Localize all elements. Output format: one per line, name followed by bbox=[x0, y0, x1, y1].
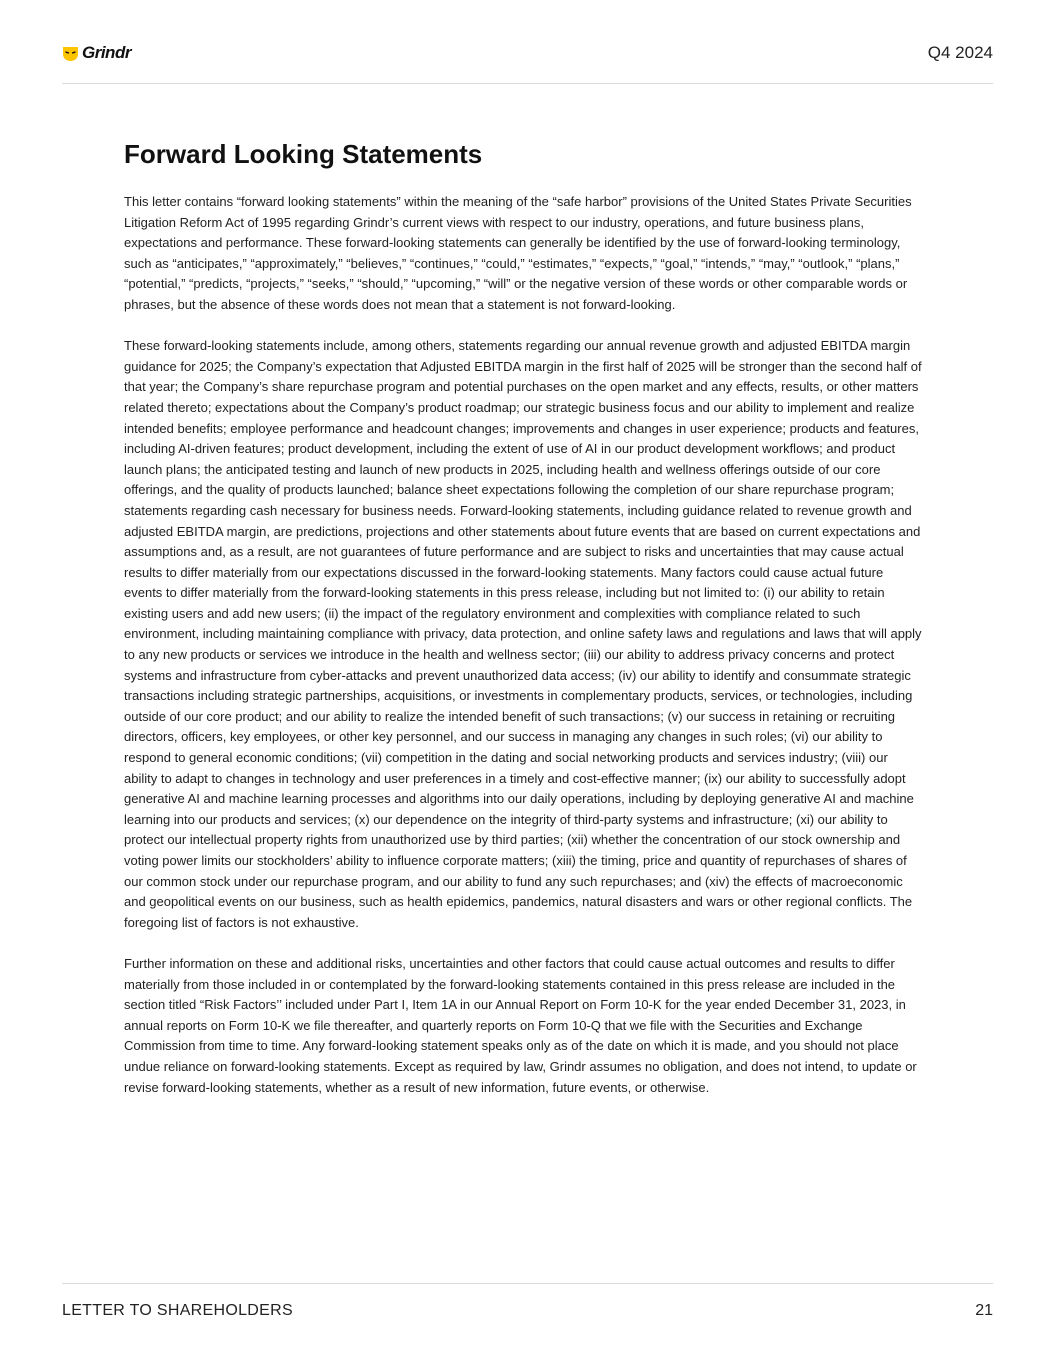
paragraph-intro: This letter contains “forward looking statements” within the meaning of the “safe harbor” provisions of the United States Private Securities Litigation Reform Act of 1995 regarding Grindr’s current views with respect to our industry, operations, and future business plans, expectations and performance. These forward-looking statements can generally be identified by the use of forward-looking terminology, such as “anticipates,” “approximately,” “believes,” “continues,” “could,” “estimates,” “expects,” “goal,” “intends,” “may,” “outlook,” “plans,” “potential,” “predicts, “projects,” “seeks,” “should,” “upcoming,” “will” or the negative version of these words or other comparable words or phrases, but the absence of these words does not mean that a statement is not forward-looking. bbox=[124, 194, 912, 312]
grindr-logo bbox=[62, 43, 131, 63]
footer-section-label: LETTER TO SHAREHOLDERS bbox=[62, 1302, 293, 1319]
page-footer bbox=[62, 1283, 993, 1334]
main-content bbox=[124, 136, 924, 1119]
quarter-label: Q4 2024 bbox=[927, 43, 993, 62]
page-title: Forward Looking Statements bbox=[124, 139, 483, 169]
logo-wordmark: Grindr bbox=[82, 43, 131, 62]
grindr-mask-icon bbox=[62, 45, 79, 62]
paragraph-further-information: Further information on these and additional risks, uncertainties and other factors that could cause actual outcomes and results to differ materially from those included in or contemplated by the forward-looking statements contained in this press release are included in the section titled “Risk Factors’’ included under Part I, Item 1A in our Annual Report on Form 10-K for the year ended December 31, 2023, in annual reports on Form 10-K we file thereafter, and quarterly reports on Form 10-Q that we file with the Securities and Exchange Commission from time to time. Any forward-looking statement speaks only as of the date on which it is made, and you should not place undue reliance on forward-looking statements. Except as required by law, Grindr assumes no obligation, and does not intend, to update or revise forward-looking statements, whether as a result of new information, future events, or otherwise. bbox=[124, 955, 917, 1095]
page-header bbox=[62, 40, 993, 84]
paragraph-risk-factors: These forward-looking statements include, among others, statements regarding our annual revenue growth and adjusted EBITDA margin guidance for 2025; the Company’s expectation that Adjusted EBITDA margin in the first half of 2025 will be stronger than the second half of that year; the Company’s share repurchase program and potential purchases on the open market and any effects, results, or other matters related thereto; expectations about the Company’s product roadmap; our strategic business focus and our ability to implement and realize intended benefits; employee performance and headcount changes; improvements and changes in user experience; products and features, including AI-driven features; product development, including the extent of use of AI in our product development workflows; and product launch plans; the anticipated testing and launch of new products in 2025, including health and wellness offerings outside of our core offerings, and the quality of products launched; balance sheet expectations following the completion of our share repurchase program; statements regarding cash necessary for business needs. Forward-looking statements, including guidance related to revenue growth and adjusted EBITDA margin, are predictions, projections and other statements about future events that are based on current expectations and assumptions and, as a result, are not guarantees of future performance and are subject to risks and uncertainties that may cause actual results to differ materially from our expectations discussed in the forward-looking statements. Many factors could cause actual future events to differ materially from the forward-looking statements in this press release, including but not limited to: (i) our ability to retain existing users and add new users; (ii) the impact of the regulatory environment and complexities with compliance related to such environment, including maintaining compliance with privacy, data protection, and online safety laws and regulations and laws that will apply to any new products or services we introduce in the health and wellness sector; (iii) our ability to address privacy concerns and protect systems and infrastructure from cyber-attacks and prevent unauthorized data access; (iv) our ability to identify and consummate strategic transactions including strategic partnerships, acquisitions, or investments in complementary products, services, or technologies, including outside of our core product; and our ability to realize the intended benefit of such transactions; (v) our success in retaining or recruiting directors, officers, key employees, or other key personnel, and our success in managing any changes in such roles; (vi) our ability to respond to general economic conditions; (vii) competition in the dating and social networking products and services industry; (viii) our ability to adapt to changes in technology and user preferences in a timely and cost-effective manner; (ix) our ability to successfully adopt generative AI and machine learning processes and algorithms into our daily operations, including by deploying generative AI and machine learning into our products and services; (x) our dependence on the integrity of third-party systems and infrastructure; (xi) our ability to protect our intellectual property rights from unauthorized use by third parties; (xii) whether the concentration of our stock ownership and voting power limits our stockholders’ ability to influence corporate matters; (xiii) the timing, price and quantity of repurchases of shares of our common stock under our repurchase program, and our ability to fund any such repurchases; and (xiv) the effects of macroeconomic and geopolitical events on our business, such as health epidemics, pandemics, natural disasters and wars or other regional conflicts. The foregoing list of factors is not exhaustive. bbox=[124, 338, 922, 930]
page-number: 21 bbox=[975, 1302, 993, 1319]
